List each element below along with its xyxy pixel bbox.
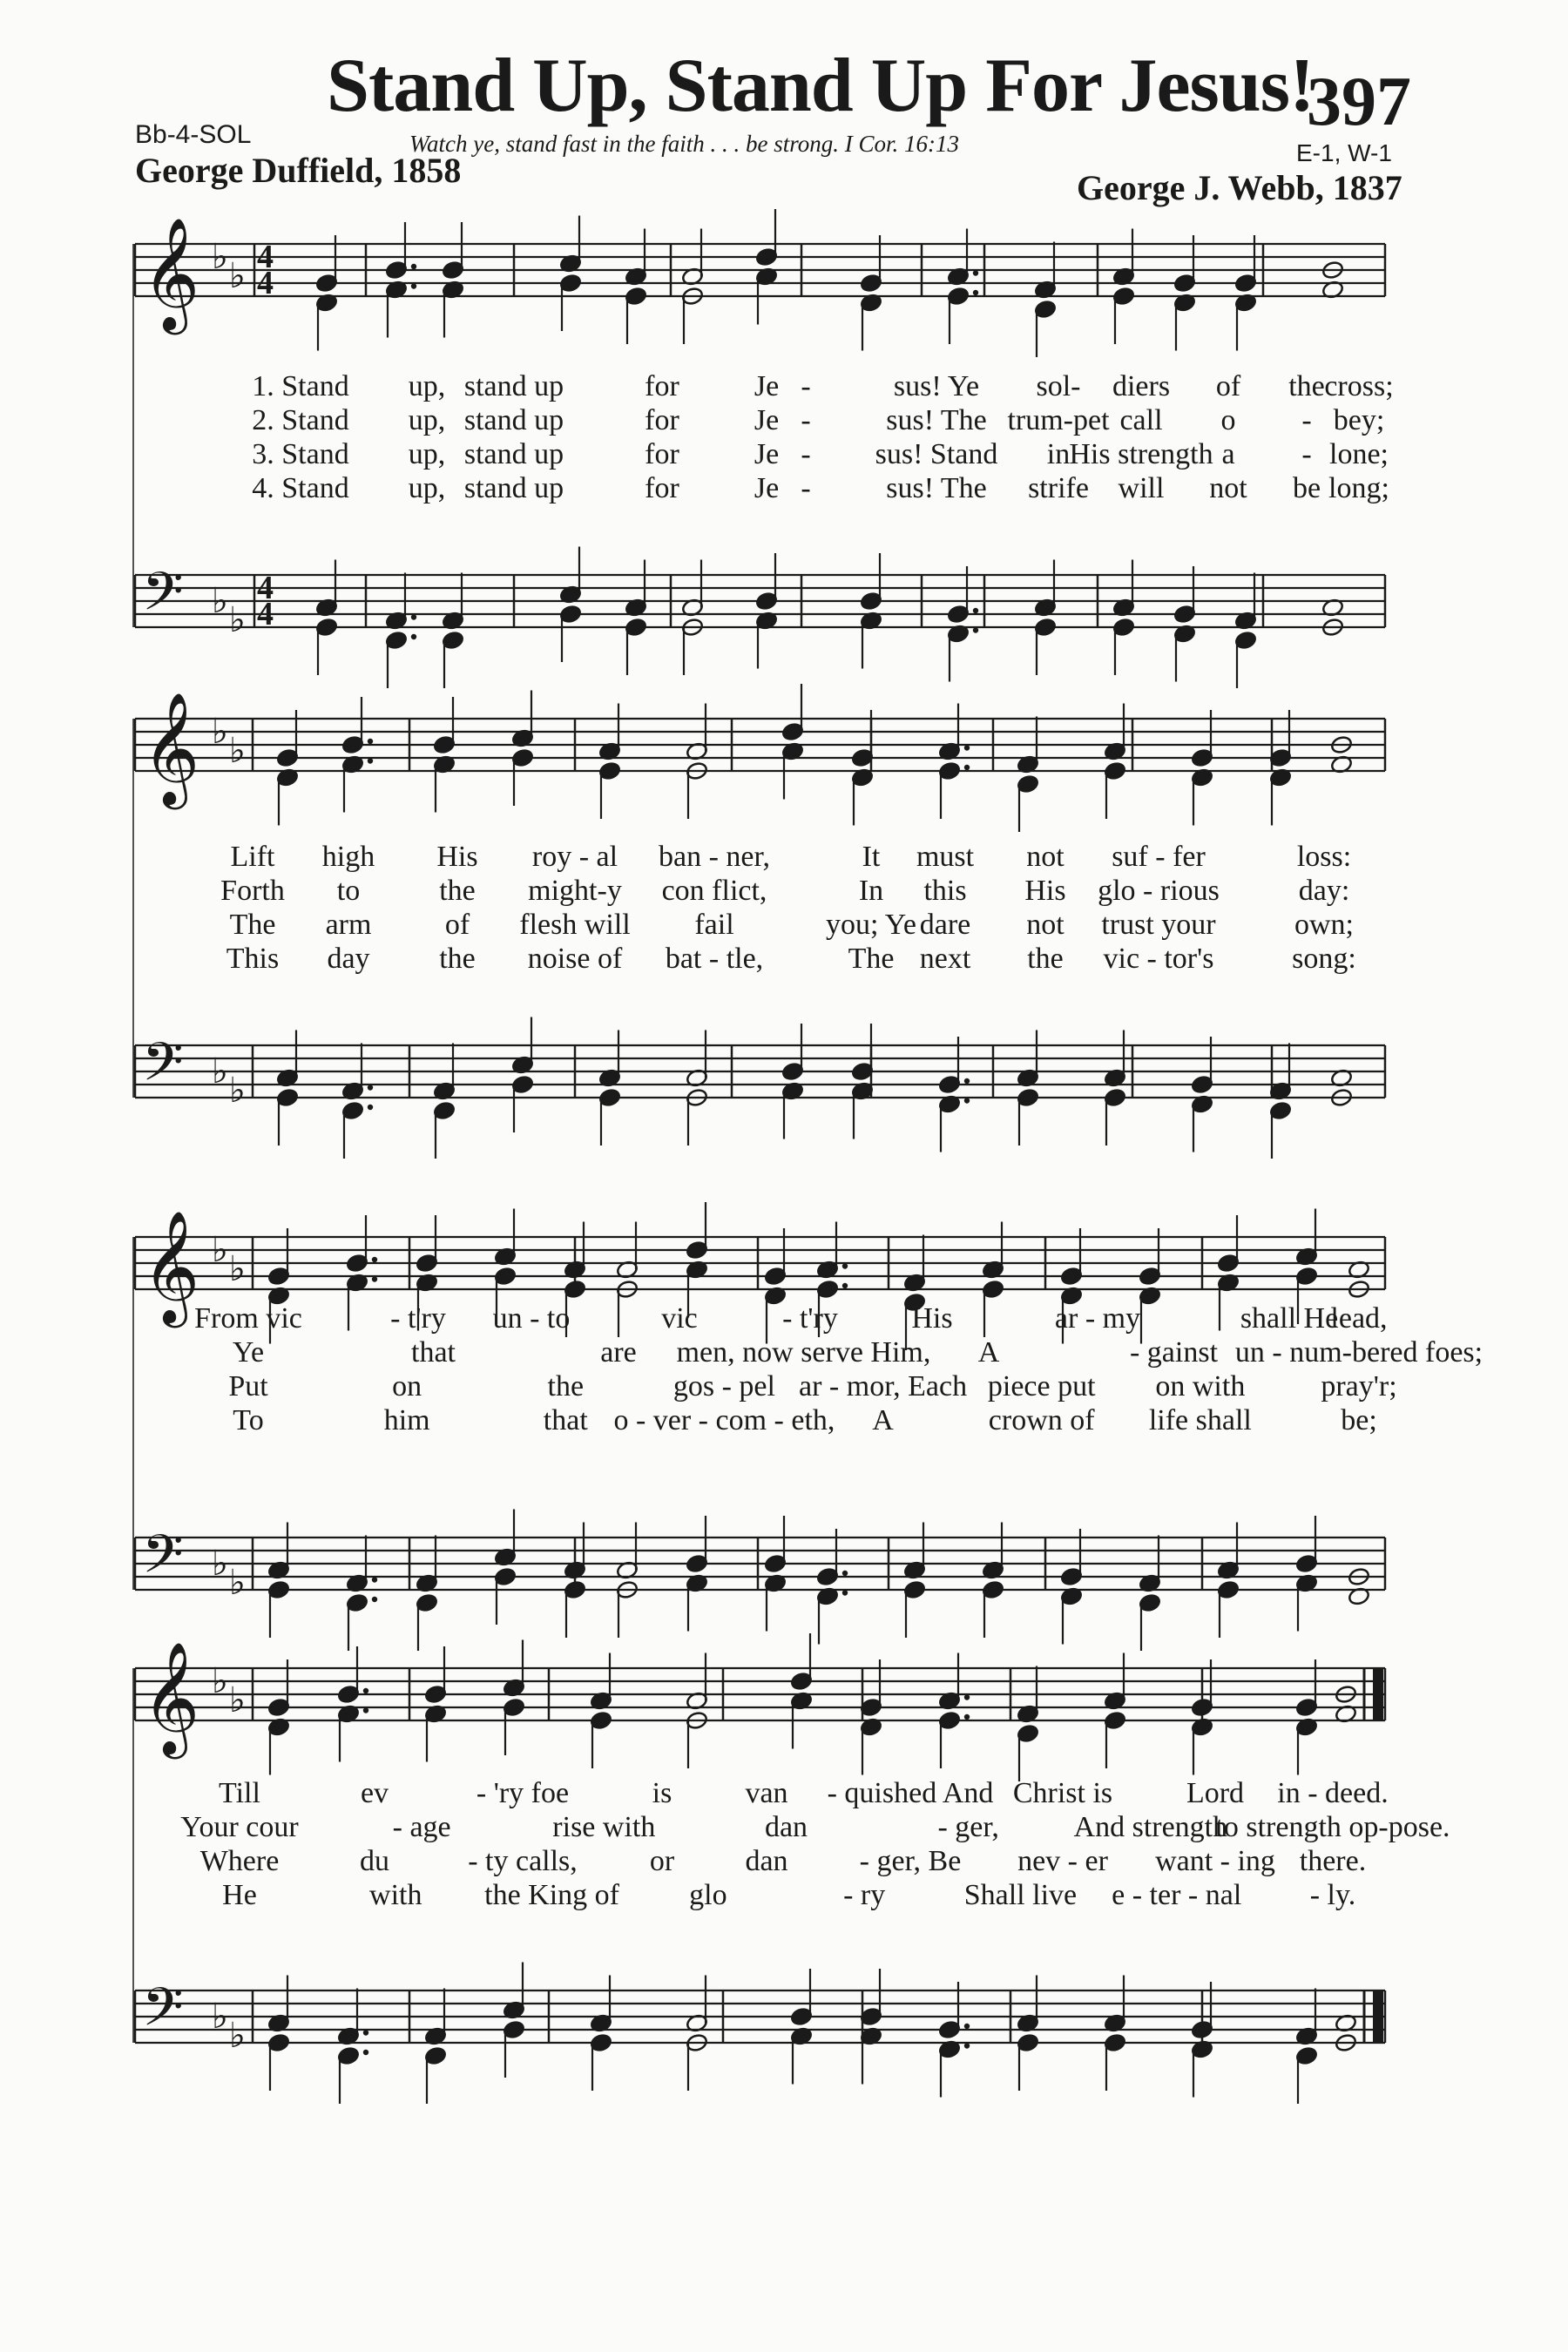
lyric-syllable: lone; <box>1329 438 1389 470</box>
lyric-syllable: for <box>645 370 679 402</box>
lyric-syllable: to <box>336 875 361 907</box>
lyric-syllable: flesh will <box>519 909 631 941</box>
dot <box>368 739 373 744</box>
lyric-syllable: for <box>645 472 679 504</box>
lyric-syllable: pray'r; <box>1321 1370 1397 1402</box>
lyric-syllable: Je <box>754 472 780 504</box>
lyric-syllable: cross; <box>1324 370 1394 402</box>
dot <box>411 614 416 619</box>
lyric-syllable: - quished And <box>827 1777 994 1809</box>
dot <box>964 745 970 750</box>
verse-1-line <box>0 841 1568 875</box>
dot <box>973 270 978 275</box>
flat-icon: ♭ <box>212 1544 228 1584</box>
treble-staff-3 <box>135 1237 1385 1289</box>
lyric-syllable: - ger, <box>937 1811 999 1843</box>
lyric-syllable: sus! Stand <box>875 438 998 470</box>
lyric-syllable: - gainst <box>1129 1336 1219 1369</box>
lyric-syllable: van <box>745 1777 788 1809</box>
dot <box>964 1078 970 1084</box>
dot <box>842 1283 848 1288</box>
lyric-syllable: bey; <box>1333 404 1385 436</box>
dot <box>973 627 978 632</box>
lyric-syllable: Where <box>199 1845 280 1877</box>
lyric-syllable: on <box>392 1370 422 1402</box>
flat-icon: ♭ <box>229 1249 246 1289</box>
tune-label: E-1, W-1 <box>1296 139 1392 166</box>
lyric-syllable: - <box>1301 404 1312 436</box>
lyric-syllable: day: <box>1298 875 1350 907</box>
lyric-syllable: - <box>801 370 811 402</box>
lyric-syllable: loss: <box>1296 841 1352 873</box>
verse-2-line <box>0 1336 1568 1371</box>
time-signature: 4 <box>257 265 274 301</box>
lyric-syllable: vic - tor's <box>1103 943 1214 975</box>
lyric-syllable: life shall <box>1148 1404 1252 1436</box>
scripture-epigraph: Watch ye, stand fast in the faith . . . be strong. I Cor. 16:13 <box>409 131 959 157</box>
dot <box>411 264 416 269</box>
lyric-syllable: - ty calls, <box>468 1845 578 1877</box>
flat-icon: ♭ <box>229 600 246 640</box>
verse-3-line <box>0 1845 1568 1880</box>
lyric-syllable: Je <box>754 438 780 470</box>
lyric-syllable: Lift <box>230 841 275 873</box>
lyric-syllable: Forth <box>220 875 285 907</box>
lyric-syllable: glo <box>689 1879 727 1911</box>
time-signature: 4 <box>257 596 274 632</box>
lyric-syllable: the <box>1027 943 1064 975</box>
flat-icon: ♭ <box>212 1661 228 1701</box>
flat-icon: ♭ <box>229 256 246 296</box>
lyric-syllable: - <box>801 438 811 470</box>
lyric-syllable: 1. Stand <box>252 370 349 402</box>
lyric-syllable: stand up <box>463 370 564 402</box>
lyric-syllable: sus! Ye <box>893 370 980 402</box>
lyric-syllable: vic <box>661 1302 698 1335</box>
verse-3-line <box>0 438 1568 473</box>
lyric-syllable: fail <box>694 909 734 941</box>
flat-icon: ♭ <box>229 731 246 771</box>
lyric-syllable: con flict, <box>661 875 767 907</box>
final-barline <box>1373 1668 1383 1720</box>
bass-clef-icon: 𝄢 <box>142 1977 184 2051</box>
lyric-syllable: And strength <box>1073 1811 1228 1843</box>
verse-2-line <box>0 1811 1568 1846</box>
lyric-syllable: high <box>321 841 375 873</box>
lyric-syllable: him <box>383 1404 430 1436</box>
lyric-syllable: want - ing <box>1155 1845 1275 1877</box>
verse-4-line <box>0 1404 1568 1439</box>
lyric-syllable: not <box>1026 841 1064 873</box>
lyric-syllable: ban - ner, <box>659 841 770 873</box>
dot <box>842 1571 848 1576</box>
dot <box>842 1263 848 1268</box>
lyric-syllable: He <box>222 1879 257 1911</box>
lyric-syllable: gos - pel <box>672 1370 775 1402</box>
lyric-syllable: of <box>444 909 470 941</box>
dot <box>363 2050 368 2055</box>
lyric-syllable: trust your <box>1101 909 1216 941</box>
lyric-syllable: up, <box>408 472 446 504</box>
flat-icon: ♭ <box>229 1071 246 1111</box>
dot <box>363 2030 368 2035</box>
dot <box>372 1577 377 1582</box>
lyric-syllable: that <box>543 1404 588 1436</box>
lyric-syllable: Je <box>754 404 780 436</box>
lyric-syllable: - <box>801 404 811 436</box>
lyric-syllable: stand up <box>463 404 564 436</box>
dot <box>964 2024 970 2029</box>
lyric-syllable: in - deed. <box>1277 1777 1389 1809</box>
lyric-syllable: From vic <box>194 1302 302 1335</box>
lyric-syllable: must <box>916 841 975 873</box>
bass-clef-icon: 𝄢 <box>142 1524 184 1598</box>
lyric-syllable: up, <box>408 438 446 470</box>
lyric-syllable: in <box>1046 438 1071 470</box>
time-signature: 4 <box>257 239 274 275</box>
author-credit: George Duffield, 1858 <box>135 151 462 190</box>
dot <box>964 765 970 770</box>
lyric-syllable: sol- <box>1036 370 1081 402</box>
lyric-syllable: lead, <box>1330 1302 1388 1335</box>
lyric-syllable: call <box>1119 404 1163 436</box>
lyric-syllable: - t'ry <box>782 1302 838 1335</box>
lyric-syllable: up, <box>408 370 446 402</box>
lyric-syllable: Lord <box>1186 1777 1245 1809</box>
lyric-syllable: dan <box>745 1845 788 1877</box>
flat-icon: ♭ <box>212 1230 228 1270</box>
lyric-syllable: shall He <box>1240 1302 1339 1335</box>
lyric-syllable: His strength <box>1069 438 1213 470</box>
lyric-syllable: In <box>858 875 884 907</box>
lyric-syllable: His <box>1024 875 1066 907</box>
lyric-syllable: - 'ry foe <box>476 1777 570 1809</box>
lyric-syllable: ar - mor, Each <box>799 1370 968 1402</box>
dot <box>842 1590 848 1595</box>
lyric-syllable: or <box>649 1845 675 1877</box>
lyric-syllable: a <box>1221 438 1235 470</box>
lyric-syllable: A <box>872 1404 894 1436</box>
dot <box>368 758 373 763</box>
dot <box>363 1707 368 1713</box>
lyric-syllable: dare <box>919 909 971 941</box>
verse-1-line <box>0 1302 1568 1337</box>
lyric-syllable: there. <box>1299 1845 1367 1877</box>
lyric-syllable: on with <box>1155 1370 1246 1402</box>
lyric-syllable: for <box>645 438 679 470</box>
lyric-syllable: long; <box>1328 472 1389 504</box>
lyric-syllable: is <box>652 1777 672 1809</box>
lyric-syllable: own; <box>1294 909 1354 941</box>
lyric-syllable: you; Ye <box>826 909 916 941</box>
dot <box>363 1688 368 1693</box>
lyric-syllable: not <box>1026 909 1064 941</box>
lyric-syllable: - ger, Be <box>859 1845 962 1877</box>
lyric-syllable: are <box>600 1336 637 1369</box>
lyric-syllable: His <box>911 1302 953 1335</box>
hymn-number: 397 <box>1307 64 1411 140</box>
lyric-syllable: Shall live <box>963 1879 1078 1911</box>
lyric-syllable: stand up <box>463 472 564 504</box>
lyric-syllable: The <box>229 909 276 941</box>
lyric-syllable: Christ is <box>1012 1777 1113 1809</box>
flat-icon: ♭ <box>212 1997 228 2037</box>
lyric-syllable: - <box>1301 438 1312 470</box>
lyric-syllable: this <box>923 875 967 907</box>
lyric-syllable: diers <box>1112 370 1171 402</box>
dot <box>411 283 416 288</box>
lyric-syllable: suf - fer <box>1112 841 1206 873</box>
dot <box>368 1105 373 1110</box>
dot <box>964 1714 970 1720</box>
verse-4-line <box>0 943 1568 977</box>
lyric-syllable: noise of <box>527 943 623 975</box>
lyric-syllable: ar - my <box>1054 1302 1141 1335</box>
dot <box>964 1098 970 1103</box>
key-label: Bb-4-SOL <box>135 120 252 149</box>
lyric-syllable: - t'ry <box>390 1302 446 1335</box>
lyric-syllable: day <box>327 943 370 975</box>
lyric-syllable: 2. Stand <box>252 404 349 436</box>
lyric-syllable: crown of <box>988 1404 1095 1436</box>
lyric-syllable: will <box>1118 472 1165 504</box>
verse-4-line <box>0 472 1568 507</box>
lyric-syllable: that <box>411 1336 456 1369</box>
dot <box>368 1085 373 1090</box>
lyric-syllable: strife <box>1028 472 1089 504</box>
lyric-syllable: men, now serve Him, <box>676 1336 931 1369</box>
lyric-syllable: roy - al <box>531 841 618 873</box>
verse-2-line <box>0 404 1568 439</box>
lyric-syllable: the <box>439 875 476 907</box>
flat-icon: ♭ <box>212 237 228 277</box>
flat-icon: ♭ <box>229 1680 246 1720</box>
lyric-syllable: A <box>977 1336 1000 1369</box>
treble-clef-icon: 𝄞 <box>142 1641 200 1754</box>
lyric-syllable: stand up <box>463 438 564 470</box>
lyric-syllable: of <box>1215 370 1241 402</box>
lyric-syllable: Je <box>754 370 780 402</box>
flat-icon: ♭ <box>212 581 228 621</box>
lyric-syllable: to strength op-pose. <box>1215 1811 1450 1843</box>
lyric-syllable: bat - tle, <box>665 943 764 975</box>
dot <box>411 634 416 639</box>
lyric-syllable: next <box>919 943 971 975</box>
bass-clef-icon: 𝄢 <box>142 561 184 636</box>
lyric-syllable: rise with <box>552 1811 656 1843</box>
bass-staff-3 <box>135 1538 1385 1590</box>
dot <box>964 2043 970 2048</box>
lyric-syllable: Till <box>219 1777 260 1809</box>
verse-1-line <box>0 1777 1568 1812</box>
verse-4-line <box>0 1879 1568 1914</box>
dot <box>973 608 978 613</box>
lyric-syllable: Ye <box>232 1336 265 1369</box>
lyric-syllable: Put <box>228 1370 268 1402</box>
verse-1-line <box>0 370 1568 405</box>
dot <box>372 1276 377 1281</box>
lyric-syllable: - ry <box>843 1879 886 1911</box>
lyric-syllable: This <box>226 943 280 975</box>
lyric-syllable: the <box>439 943 476 975</box>
dot <box>372 1597 377 1602</box>
composer-credit: George J. Webb, 1837 <box>1077 168 1402 207</box>
lyric-syllable: His <box>436 841 478 873</box>
hymn-title: Stand Up, Stand Up For Jesus! <box>327 44 1315 128</box>
lyric-syllable: To <box>233 1404 264 1436</box>
lyric-syllable: the King of <box>484 1879 619 1911</box>
dot <box>973 290 978 295</box>
verse-3-line <box>0 1370 1568 1405</box>
dot <box>372 1257 377 1262</box>
flat-icon: ♭ <box>229 1563 246 1603</box>
lyric-syllable: dan <box>764 1811 808 1843</box>
lyric-syllable: sus! The <box>886 404 987 436</box>
lyric-syllable: up, <box>408 404 446 436</box>
lyric-syllable: o <box>1220 404 1236 436</box>
lyric-syllable: - <box>801 472 811 504</box>
lyric-syllable: the <box>1288 370 1325 402</box>
lyric-syllable: un - to <box>492 1302 571 1335</box>
lyric-syllable: It <box>862 841 881 873</box>
lyric-syllable: - ly. <box>1309 1879 1356 1911</box>
flat-icon: ♭ <box>212 1051 228 1092</box>
lyric-syllable: 4. Stand <box>252 472 349 504</box>
lyric-syllable: be; <box>1341 1404 1377 1436</box>
lyric-syllable: arm <box>325 909 372 941</box>
verse-3-line <box>0 909 1568 943</box>
lyric-syllable: sus! The <box>886 472 987 504</box>
time-signature: 4 <box>257 570 274 606</box>
lyric-syllable: with <box>369 1879 422 1911</box>
treble-clef-icon: 𝄞 <box>142 1210 200 1323</box>
lyric-syllable: ev <box>360 1777 389 1809</box>
lyric-syllable: piece put <box>987 1370 1096 1402</box>
lyric-syllable: nev - er <box>1017 1845 1108 1877</box>
flat-icon: ♭ <box>229 2016 246 2056</box>
lyric-syllable: The <box>848 943 895 975</box>
lyric-syllable: trum-pet <box>1007 404 1110 436</box>
lyric-syllable: - age <box>392 1811 451 1843</box>
lyric-syllable: be <box>1292 472 1321 504</box>
lyric-syllable: might-y <box>528 875 622 907</box>
final-barline <box>1373 1990 1383 2043</box>
treble-clef-icon: 𝄞 <box>142 217 200 330</box>
verse-2-line <box>0 875 1568 909</box>
lyric-syllable: du <box>360 1845 389 1877</box>
lyric-syllable: e - ter - nal <box>1112 1879 1242 1911</box>
lyric-syllable: un - num-bered foes; <box>1234 1336 1484 1369</box>
lyric-syllable: glo - rious <box>1098 875 1220 907</box>
lyric-syllable: Your cour <box>180 1811 299 1843</box>
lyric-syllable: o - ver - com - eth, <box>613 1404 835 1436</box>
lyric-syllable: the <box>547 1370 585 1402</box>
lyric-syllable: for <box>645 404 679 436</box>
flat-icon: ♭ <box>212 712 228 752</box>
lyric-syllable: not <box>1209 472 1247 504</box>
bass-clef-icon: 𝄢 <box>142 1031 184 1106</box>
treble-clef-icon: 𝄞 <box>142 692 200 805</box>
lyric-syllable: 3. Stand <box>252 438 349 470</box>
dot <box>964 1694 970 1700</box>
lyric-syllable: song: <box>1292 943 1356 975</box>
